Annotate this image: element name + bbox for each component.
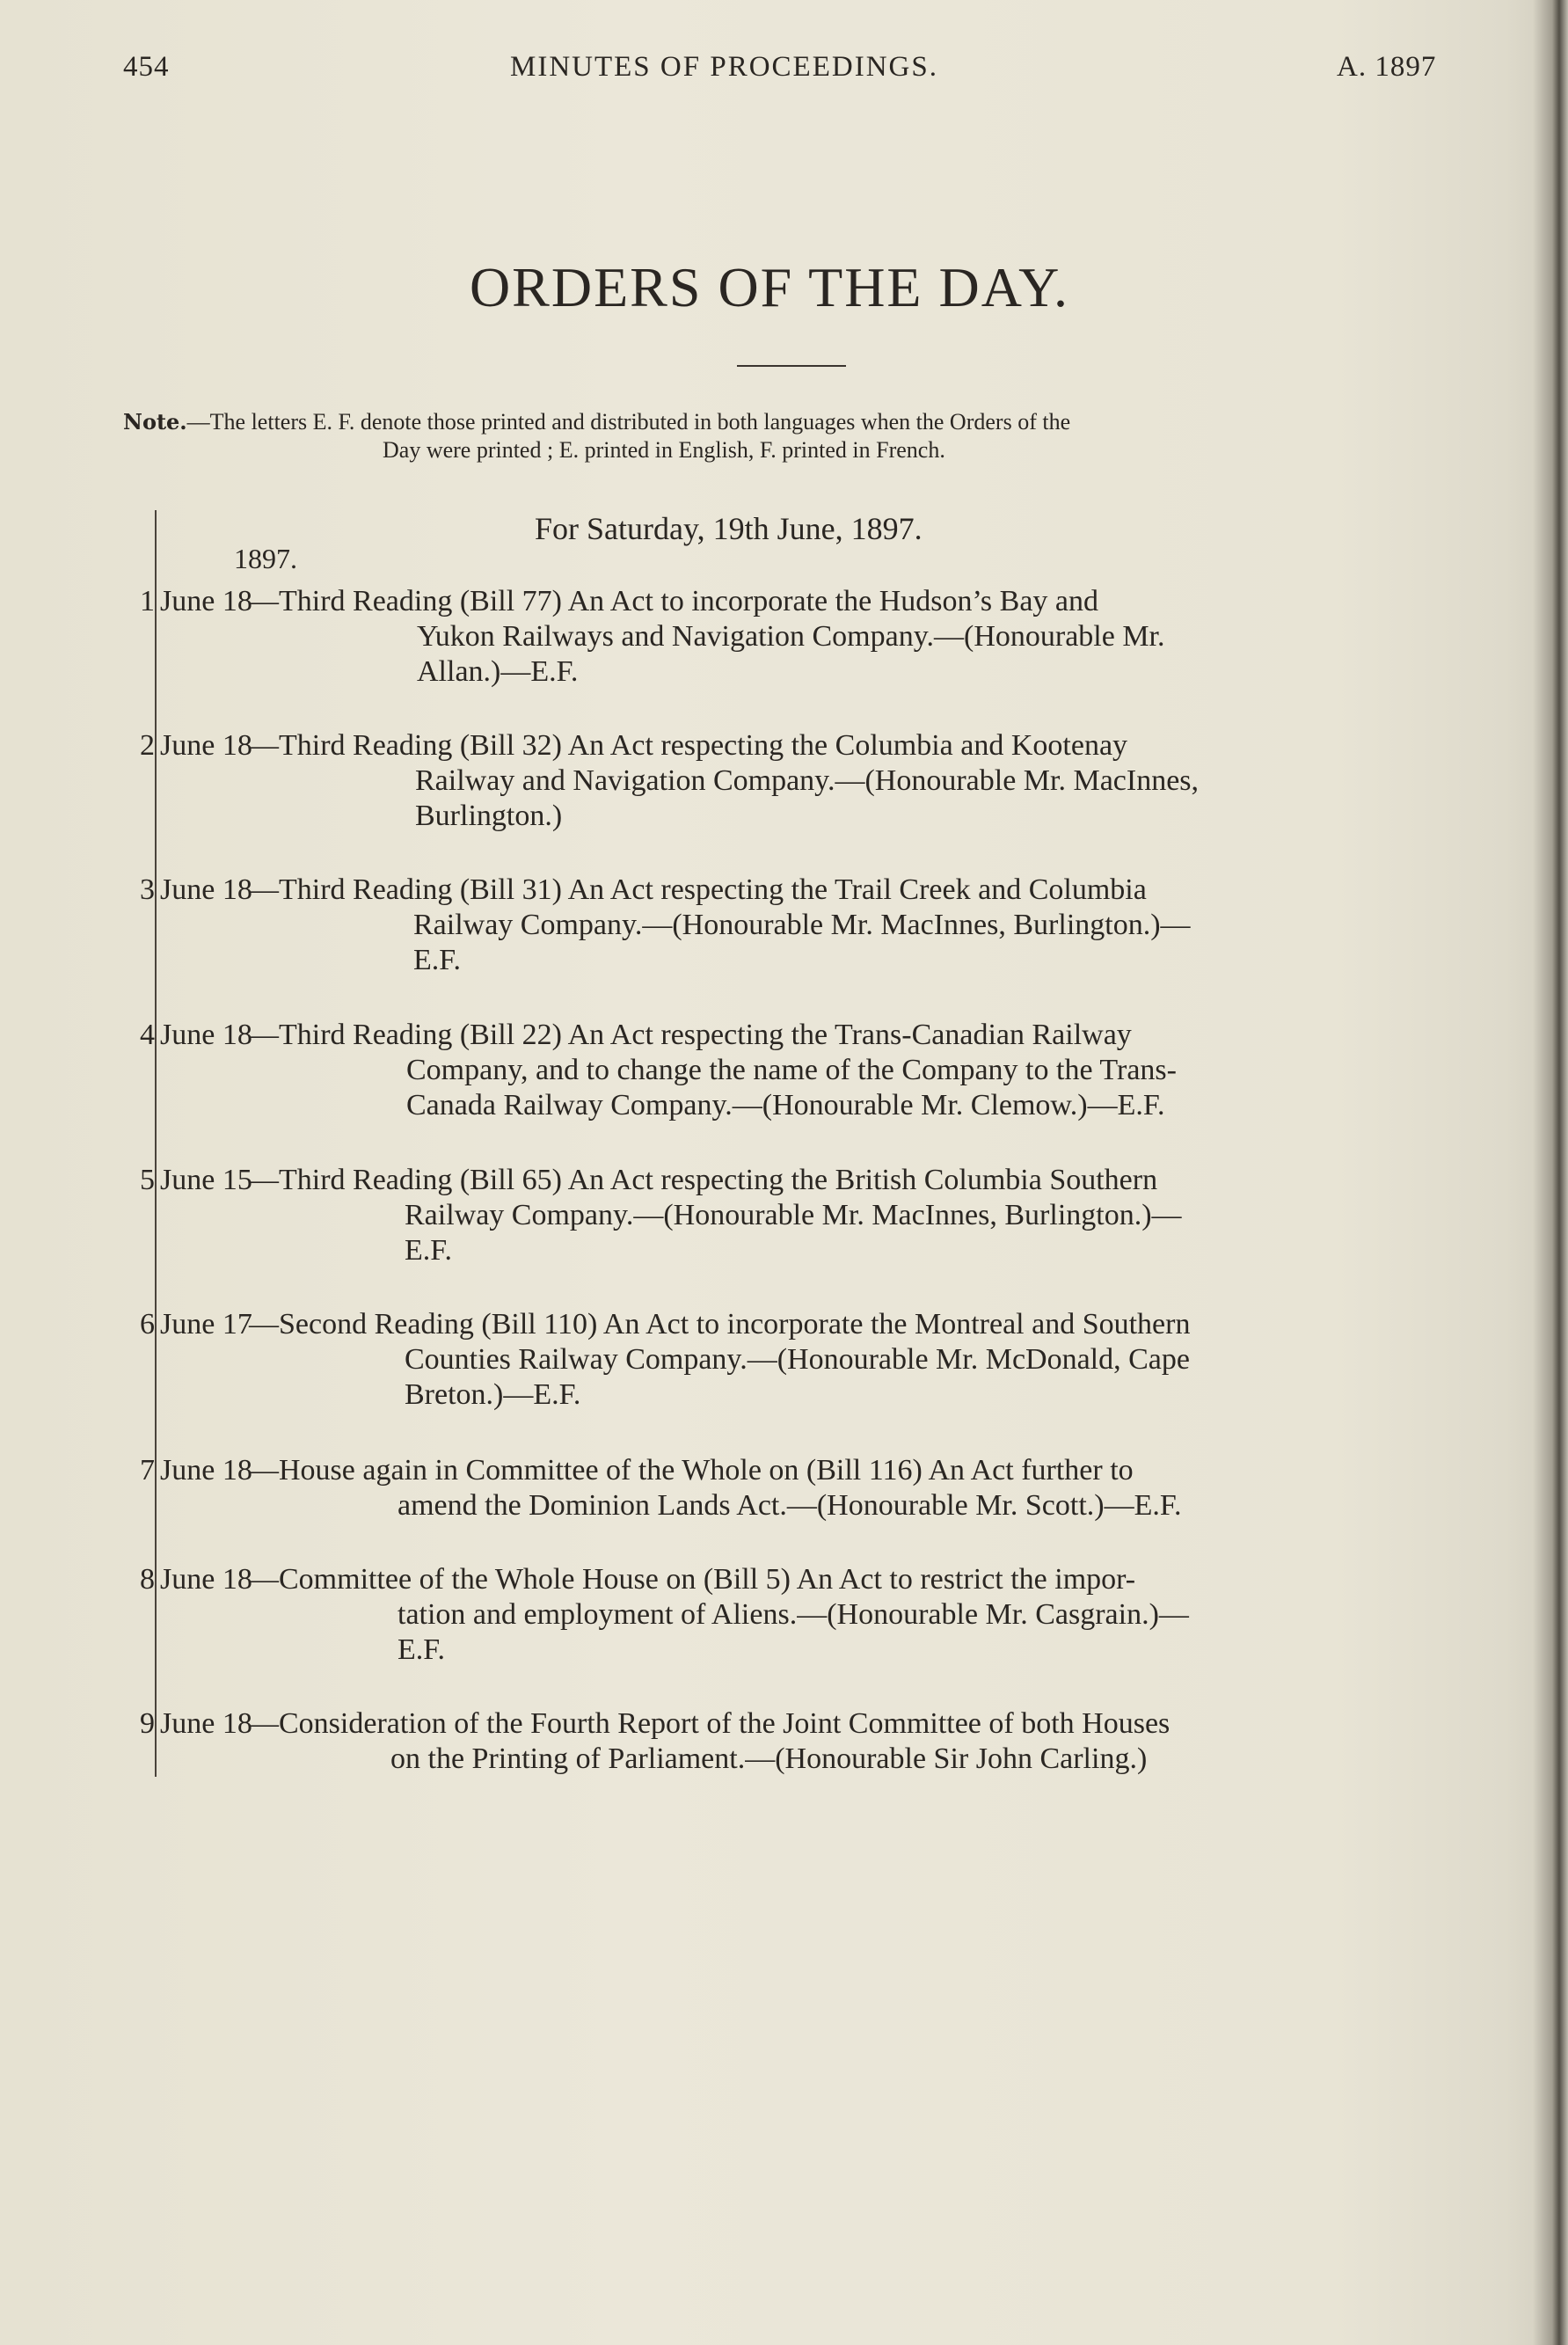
entry-line: Breton.)—E.F.	[405, 1378, 581, 1411]
entry-line: —Second Reading (Bill 110) An Act to incorporate the Montreal and Southern	[249, 1308, 1191, 1341]
entry-number: 3	[140, 873, 155, 906]
margin-rule	[155, 510, 157, 1777]
entry-line: Yukon Railways and Navigation Company.—(Honourable Mr.	[417, 620, 1165, 653]
entry-line: —Third Reading (Bill 77) An Act to incorporate the Hudson’s Bay and	[249, 585, 1099, 617]
entry-date: June 18	[160, 585, 252, 617]
entry-line: Burlington.)	[415, 800, 563, 832]
entry-line: Canada Railway Company.—(Honourable Mr. Clemow.)—E.F.	[406, 1089, 1165, 1121]
entry-number: 6	[140, 1308, 155, 1341]
entry-date: June 17	[160, 1308, 252, 1341]
note-label: Note.	[123, 409, 187, 435]
entry-number: 1	[140, 585, 155, 617]
entry-date: June 18	[160, 1707, 252, 1740]
entry-line: Counties Railway Company.—(Honourable Mr. McDonald, Cape	[405, 1343, 1190, 1376]
entry-number: 9	[140, 1707, 155, 1740]
entry-line: —Consideration of the Fourth Report of the Joint Committee of both Houses	[249, 1707, 1171, 1740]
entry-number: 5	[140, 1164, 155, 1196]
entry-line: E.F.	[405, 1234, 452, 1267]
day-heading: For Saturday, 19th June, 1897.	[535, 511, 923, 546]
page-binding-shadow	[1533, 0, 1568, 2345]
entry-line: —Third Reading (Bill 65) An Act respecting the British Columbia Southern	[249, 1164, 1158, 1196]
entry-line: E.F.	[413, 944, 461, 976]
entry-line: Company, and to change the name of the Company to the Trans-	[406, 1054, 1177, 1086]
entry-line: Railway Company.—(Honourable Mr. MacInnes, Burlington.)—	[405, 1199, 1182, 1231]
entry-line: —Third Reading (Bill 31) An Act respecting the Trail Creek and Columbia	[249, 873, 1147, 906]
entry-date: June 15	[160, 1164, 252, 1196]
header-year: A. 1897	[1337, 51, 1437, 83]
entry-date: June 18	[160, 1563, 252, 1596]
page-title: ORDERS OF THE DAY.	[469, 256, 1070, 318]
note-line-2: Day were printed ; E. printed in English, F. printed in French.	[383, 437, 945, 463]
entry-date: June 18	[160, 1019, 252, 1051]
entry-line: on the Printing of Parliament.—(Honourable Sir John Carling.)	[390, 1742, 1148, 1775]
entry-line: —Third Reading (Bill 32) An Act respecting the Columbia and Kootenay	[249, 729, 1128, 762]
entry-line: —House again in Committee of the Whole on (Bill 116) An Act further to	[249, 1454, 1134, 1487]
entry-line: Railway and Navigation Company.—(Honourable Mr. MacInnes,	[415, 764, 1200, 797]
entry-date: June 18	[160, 729, 252, 762]
year-label: 1897.	[234, 543, 297, 574]
entry-line: —Third Reading (Bill 22) An Act respecting the Trans-Canadian Railway	[249, 1019, 1132, 1051]
title-rule	[737, 365, 846, 367]
entry-date: June 18	[160, 873, 252, 906]
entry-line: —Committee of the Whole House on (Bill 5) An Act to restrict the impor-	[249, 1563, 1136, 1596]
entry-date: June 18	[160, 1454, 252, 1487]
entry-number: 4	[140, 1019, 155, 1051]
running-title: MINUTES OF PROCEEDINGS.	[510, 51, 938, 83]
entry-number: 8	[140, 1563, 155, 1596]
entry-line: E.F.	[397, 1633, 445, 1666]
note-text-1: —The letters E. F. denote those printed and distributed in both languages when the Orders of the	[186, 409, 1071, 435]
entry-number: 2	[140, 729, 155, 762]
entry-line: tation and employment of Aliens.—(Honourable Mr. Casgrain.)—	[397, 1598, 1189, 1631]
entry-line: Allan.)—E.F.	[417, 655, 579, 688]
entry-number: 7	[140, 1454, 155, 1487]
note-line-1	[123, 409, 1460, 435]
page-number: 454	[123, 51, 170, 83]
entry-line: amend the Dominion Lands Act.—(Honourable Mr. Scott.)—E.F.	[397, 1489, 1182, 1522]
entry-line: Railway Company.—(Honourable Mr. MacInnes, Burlington.)—	[413, 909, 1191, 941]
